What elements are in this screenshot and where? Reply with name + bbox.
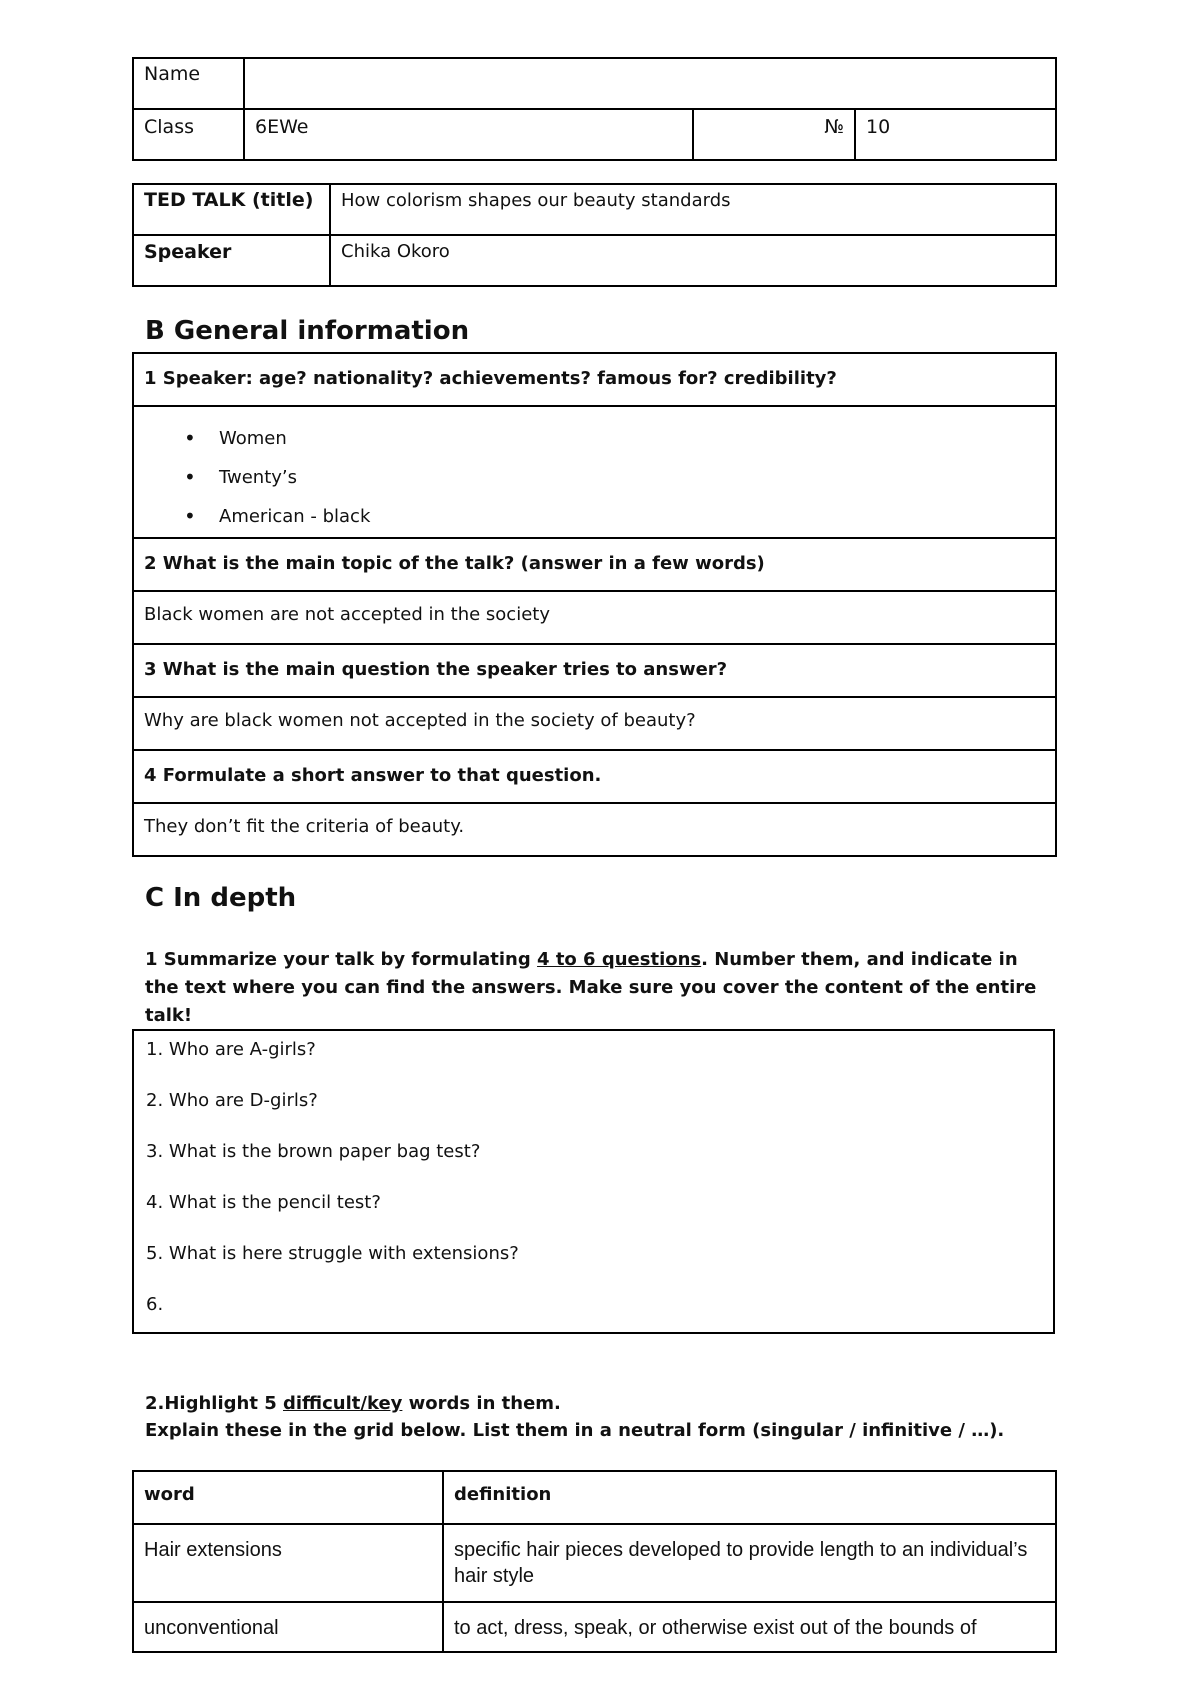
section-b-heading: B General information [145, 316, 470, 346]
summary-question: 2. Who are D-girls? [146, 1090, 318, 1111]
summary-instructions-underline: 4 to 6 questions [537, 949, 702, 970]
highlight-post: words in them. [402, 1393, 561, 1414]
vocab-definition[interactable]: to act, dress, speak, or otherwise exist out of the bounds of [443, 1602, 1056, 1652]
column-header-word: word [133, 1471, 443, 1524]
summary-instructions-post: . Number them, and indicate in the text where you can find the answers. Make sure you cover the content of the entire talk! [145, 949, 1037, 1026]
number-label: № [693, 109, 855, 160]
question-1: 1 Speaker: age? nationality? achievements? famous for? credibility? [133, 353, 1056, 406]
speaker-field[interactable]: Chika Okoro [330, 235, 1056, 286]
highlight-pre: 2.Highlight 5 [145, 1393, 283, 1414]
highlight-underline: difficult/key [283, 1393, 403, 1414]
answer-4[interactable]: They don’t fit the criteria of beauty. [133, 803, 1056, 856]
student-info-table [132, 57, 1057, 161]
name-field[interactable] [244, 58, 1056, 109]
talk-info-table [132, 183, 1057, 287]
list-item: • American - black [134, 497, 1055, 536]
general-info-table [132, 352, 1057, 857]
class-field[interactable]: 6EWe [244, 109, 693, 160]
column-header-definition: definition [443, 1471, 1056, 1524]
highlight-instructions [145, 1390, 1045, 1444]
question-4: 4 Formulate a short answer to that question. [133, 750, 1056, 803]
summary-question: 1. Who are A-girls? [146, 1039, 316, 1060]
answer-2[interactable]: Black women are not accepted in the society [133, 591, 1056, 644]
vocab-word[interactable]: unconventional [133, 1602, 443, 1652]
answer-1[interactable] [133, 406, 1056, 538]
highlight-line [145, 1390, 1045, 1417]
answer-3[interactable]: Why are black women not accepted in the society of beauty? [133, 697, 1056, 750]
summary-question: 3. What is the brown paper bag test? [146, 1141, 481, 1162]
talk-title-field[interactable]: How colorism shapes our beauty standards [330, 184, 1056, 235]
vocab-word[interactable]: Hair extensions [133, 1524, 443, 1602]
explain-line: Explain these in the grid below. List them in a neutral form (singular / infinitive / …). [145, 1420, 1005, 1441]
summary-question: 6. [146, 1294, 164, 1315]
summary-instructions-pre: 1 Summarize your talk by formulating [145, 949, 538, 970]
list-item: • Women [134, 419, 1055, 458]
talk-title-label: TED TALK (title) [133, 184, 330, 235]
question-2: 2 What is the main topic of the talk? (answer in a few words) [133, 538, 1056, 591]
summary-question: 4. What is the pencil test? [146, 1192, 381, 1213]
vocab-definition[interactable]: specific hair pieces developed to provide length to an individual’s hair style [443, 1524, 1056, 1602]
speaker-label: Speaker [133, 235, 330, 286]
number-field[interactable]: 10 [855, 109, 1056, 160]
class-label: Class [133, 109, 244, 160]
summary-instructions [145, 946, 1045, 1030]
section-c-heading: C In depth [145, 883, 297, 913]
answer-1-list [134, 419, 1055, 536]
vocabulary-table [132, 1470, 1057, 1653]
name-label: Name [133, 58, 244, 109]
summary-questions-box[interactable] [132, 1029, 1055, 1334]
summary-question: 5. What is here struggle with extensions? [146, 1243, 519, 1264]
list-item: • Twenty’s [134, 458, 1055, 497]
question-3: 3 What is the main question the speaker tries to answer? [133, 644, 1056, 697]
